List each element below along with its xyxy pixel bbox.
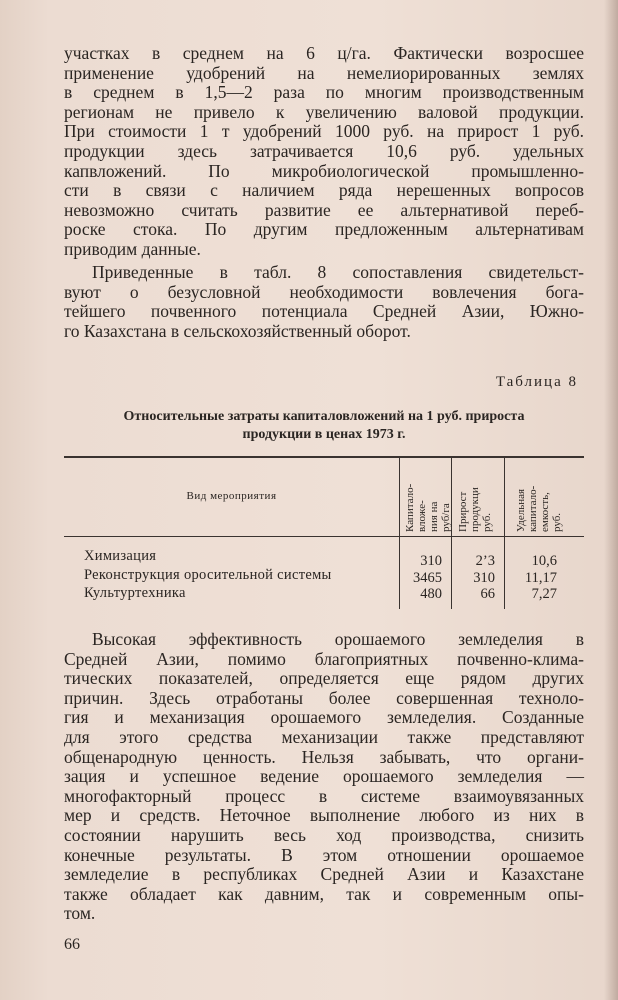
text-line: продукции здесь затрачивается 10,6 руб. удельных <box>64 140 584 161</box>
text-line: применение удобрений на немелиорированных землях <box>64 62 584 83</box>
column-header-measure: Вид мероприятия <box>186 490 277 502</box>
table-cell: 7,27 <box>531 586 557 602</box>
text-line: участках в среднем на 6 ц/га. Фактически возросшее <box>64 43 584 63</box>
text-line: том. <box>64 903 96 924</box>
text-line: состоянии нарушить весь ход производства, снизить <box>64 824 584 845</box>
table-cell: 310 <box>420 553 442 569</box>
table-top-rule <box>64 456 584 458</box>
text-line: сти в связи с наличием ряда нерешенных вопросов <box>64 180 584 201</box>
text-line: земледелие в республиках Средней Азии и Казахстане <box>64 864 584 885</box>
text-line: При стоимости 1 т удобрений 1000 руб. на прирост 1 руб. <box>64 121 584 142</box>
table-cell: 10,6 <box>531 553 557 569</box>
table-label: Таблица 8 <box>495 374 578 390</box>
text-line: регионам не привело к увеличению валовой продукции. <box>64 101 584 122</box>
text-line: Высокая эффективность орошаемого земледелия в <box>92 629 584 649</box>
text-line: невозможно считать развитие ее альтернативой переб- <box>64 199 584 220</box>
paragraph-3 <box>64 630 584 924</box>
column-header-investment: Капитало- вложе- ния на руб/га <box>404 483 452 532</box>
table-title-line: продукции в ценах 1973 г. <box>242 427 406 442</box>
column-header-capital-intensity: Удельная капитало- емкость, руб. <box>515 485 563 532</box>
text-line: мер и средств. Неточное выполнение любого из них в <box>64 805 584 826</box>
table-cell: 3465 <box>413 570 442 586</box>
paragraph-1 <box>64 44 584 260</box>
table-cell: 66 <box>480 586 495 602</box>
page-spine-shadow <box>604 0 618 1000</box>
table-cell: 11,17 <box>524 570 557 586</box>
text-line: Средней Азии, помимо благоприятных почвенно-клима- <box>64 648 584 669</box>
text-line: в среднем в 1,5—2 раза по многим производственным <box>64 82 584 103</box>
text-line: гия и механизация орошаемого земледелия. Созданные <box>64 707 584 728</box>
table-row-name: Реконструкция оросительной системы <box>84 567 332 583</box>
text-line: приводим данные. <box>64 238 201 259</box>
text-line: Приведенные в табл. 8 сопоставления свидетельст- <box>92 262 584 282</box>
text-line: общенародную ценность. Нельзя забывать, что органи- <box>64 746 584 767</box>
text-line: го Казахстана в сельскохозяйственный оборот. <box>64 320 411 341</box>
table-title <box>64 408 584 444</box>
text-line: вуют о безусловной необходимости вовлечения бога- <box>64 281 584 302</box>
text-line: причин. Здесь отработаны более совершенная техноло- <box>64 687 584 708</box>
text-line: роске стока. По другим предложенным альтернативам <box>64 219 584 240</box>
text-line: также обладает как давним, так и современным опы- <box>64 883 584 904</box>
text-line: зация и успешное ведение орошаемого земледелия — <box>64 766 584 787</box>
table-cell: 310 <box>473 570 495 586</box>
table-title-line: Относительные затраты капиталовложений на 1 руб. прироста <box>123 409 525 424</box>
column-header-growth: Прирост продукци руб. <box>457 487 493 532</box>
page-number: 66 <box>64 936 80 953</box>
table-row-name: Культуртехника <box>84 585 186 601</box>
table-cell: 2’3 <box>475 553 495 569</box>
table-cell: 480 <box>420 586 442 602</box>
text-line: для этого средства механизации также представляют <box>64 726 584 747</box>
table-row-name: Химизация <box>84 548 157 564</box>
text-line: тейшего почвенного потенциала Средней Азии, Южно- <box>64 301 584 322</box>
text-line: конечные результаты. В этом отношении орошаемое <box>64 844 584 865</box>
paragraph-2 <box>64 263 584 341</box>
table-header-rule <box>64 536 584 537</box>
text-line: тических показателей, определяется еще рядом других <box>64 668 584 689</box>
text-line: многофакторный процесс в системе взаимоувязанных <box>64 785 584 806</box>
text-line: капвложений. По микробиологической промышленно- <box>64 160 584 181</box>
